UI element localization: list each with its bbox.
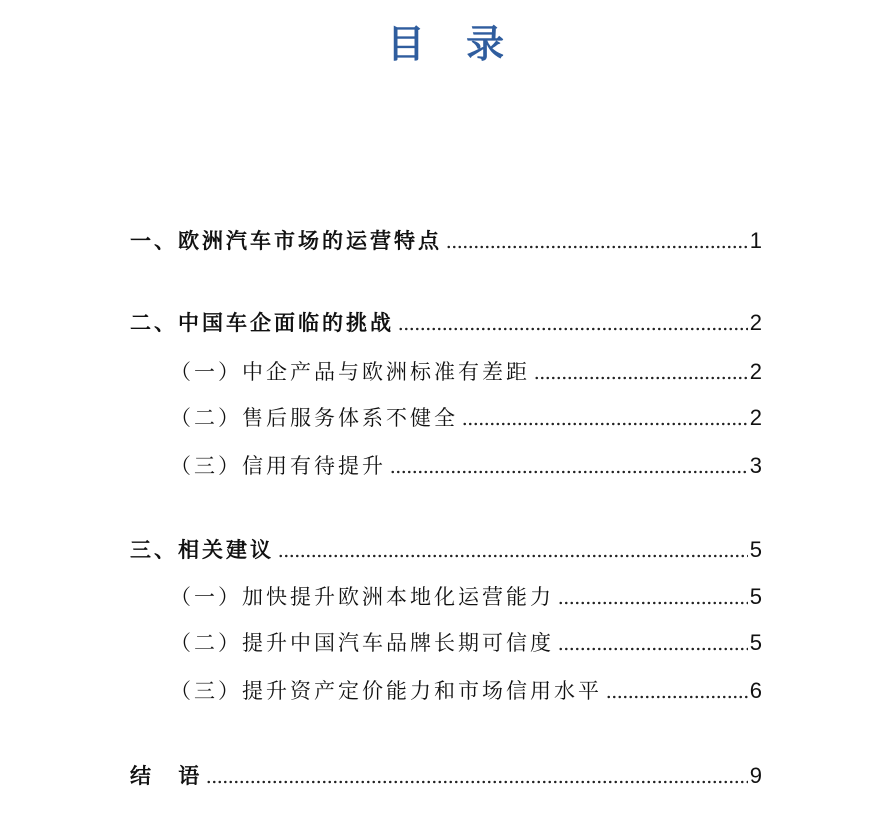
toc-subentry-label: （一）加快提升欧洲本地化运营能力: [170, 585, 554, 609]
dot-leader: [446, 245, 748, 249]
toc-page-number: 2: [749, 359, 762, 384]
toc-subentry-label: （三）信用有待提升: [170, 454, 386, 478]
dot-leader: [462, 422, 748, 426]
toc-subentry[interactable]: [170, 581, 762, 613]
dot-leader: [390, 470, 748, 474]
dot-leader: [206, 780, 747, 784]
toc-page-number: 2: [749, 405, 762, 430]
toc-entry-label: 二、中国车企面临的挑战: [130, 311, 394, 335]
dot-leader: [558, 601, 748, 605]
toc-page-number: 1: [749, 228, 762, 253]
toc-subentry-label: （三）提升资产定价能力和市场信用水平: [170, 679, 602, 703]
dot-leader: [398, 327, 748, 331]
dot-leader: [534, 376, 748, 380]
toc-subentry[interactable]: [170, 675, 762, 707]
toc-page-number: 3: [749, 453, 762, 478]
dot-leader: [278, 554, 748, 558]
toc-entry[interactable]: [130, 225, 762, 257]
toc-subentry[interactable]: [170, 356, 762, 388]
toc-page-number: 9: [749, 763, 762, 788]
toc-entry[interactable]: [130, 534, 762, 566]
page-title: 目 录: [386, 21, 505, 66]
toc-entry-label: 结 语: [130, 764, 203, 788]
toc-subentry-label: （一）中企产品与欧洲标准有差距: [170, 360, 530, 384]
toc-page-number: 5: [749, 584, 762, 609]
dot-leader: [606, 695, 748, 699]
toc-subentry-label: （二）售后服务体系不健全: [170, 406, 458, 430]
toc-page-number: 2: [749, 310, 762, 335]
toc-entry-label: 三、相关建议: [130, 538, 274, 562]
dot-leader: [558, 647, 748, 651]
toc-subentry-label: （二）提升中国汽车品牌长期可信度: [170, 631, 554, 655]
toc-page-number: 5: [749, 537, 762, 562]
toc-entry-label: 一、欧洲汽车市场的运营特点: [130, 229, 442, 253]
toc-entry[interactable]: [130, 307, 762, 339]
toc-page-number: 6: [749, 678, 762, 703]
toc-page-number: 5: [749, 630, 762, 655]
toc-subentry[interactable]: [170, 402, 762, 434]
toc-subentry[interactable]: [170, 450, 762, 482]
toc-entry[interactable]: [130, 760, 762, 792]
toc-subentry[interactable]: [170, 627, 762, 659]
